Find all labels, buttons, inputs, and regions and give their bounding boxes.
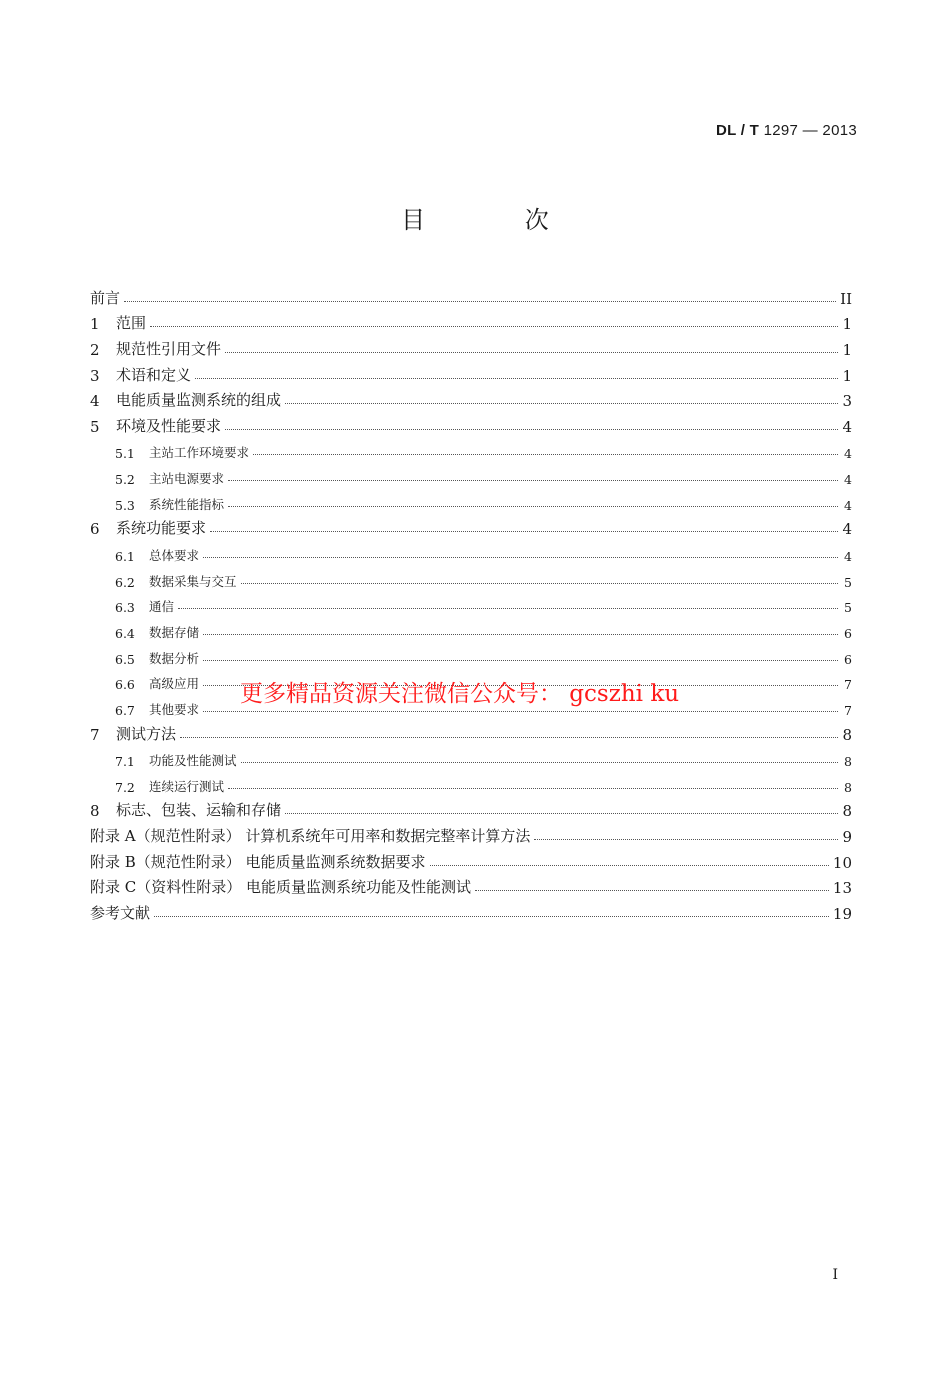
toc-dot-leader bbox=[203, 557, 838, 558]
page-number: I bbox=[832, 1267, 838, 1283]
toc-entry-label: 参考文献 bbox=[90, 904, 151, 923]
watermark-text: 更多精品资源关注微信公众号： gcszhi ku bbox=[240, 681, 680, 707]
toc-entry-number: 6.1 bbox=[115, 549, 135, 565]
toc-entry-label: 数据采集与交互 bbox=[149, 573, 237, 589]
toc-dot-leader bbox=[210, 531, 838, 532]
toc-entry-label: 功能及性能测试 bbox=[149, 753, 237, 769]
toc-entry-label: 环境及性能要求 bbox=[116, 416, 222, 435]
toc-dot-leader bbox=[180, 737, 838, 738]
toc-entry-number: 1 bbox=[90, 315, 100, 334]
toc-entry-page: 4 bbox=[842, 520, 852, 539]
toc-entry-number: 6 bbox=[90, 520, 100, 539]
toc-entry-label: 高级应用 bbox=[149, 676, 200, 692]
toc-dot-leader bbox=[195, 378, 838, 379]
toc-entry-page: 13 bbox=[832, 879, 852, 898]
toc-entry-label: 数据分析 bbox=[149, 650, 200, 666]
toc-entry-page: 4 bbox=[842, 417, 852, 436]
toc-entry-number: 6.4 bbox=[115, 625, 135, 641]
toc-entry-number: 7.1 bbox=[115, 754, 135, 770]
toc-entry[interactable] bbox=[90, 282, 852, 308]
toc-dot-leader bbox=[475, 890, 829, 891]
toc-entry[interactable] bbox=[90, 641, 852, 667]
toc-entry[interactable] bbox=[90, 359, 852, 385]
toc-dot-leader bbox=[241, 583, 838, 584]
toc-entry-number: 3 bbox=[90, 366, 100, 385]
toc-entry[interactable] bbox=[90, 615, 852, 641]
toc-entry-page: 6 bbox=[844, 651, 852, 667]
toc-dot-leader bbox=[203, 634, 838, 635]
toc-entry[interactable] bbox=[90, 846, 852, 872]
toc-entry[interactable] bbox=[90, 461, 852, 487]
toc-entry-label: 测试方法 bbox=[116, 724, 177, 743]
toc-entry-number: 8 bbox=[90, 802, 100, 821]
toc-entry-page: 4 bbox=[844, 446, 852, 462]
toc-entry-page: 7 bbox=[844, 702, 852, 718]
toc-entry[interactable] bbox=[90, 333, 852, 359]
toc-entry[interactable] bbox=[90, 820, 852, 846]
toc-dot-leader bbox=[124, 301, 836, 302]
toc-entry[interactable] bbox=[90, 769, 852, 795]
toc-entry-page: 8 bbox=[842, 802, 852, 821]
toc-dot-leader bbox=[253, 454, 838, 455]
toc-entry[interactable] bbox=[90, 564, 852, 590]
toc-entry-number: 5 bbox=[90, 417, 100, 436]
toc-entry[interactable] bbox=[90, 385, 852, 411]
toc-entry-page: 3 bbox=[842, 392, 852, 411]
toc-entry[interactable] bbox=[90, 436, 852, 462]
toc-entry[interactable] bbox=[90, 513, 852, 539]
toc-dot-leader bbox=[285, 813, 838, 814]
toc-dot-leader bbox=[228, 480, 838, 481]
toc-entry-page: 19 bbox=[832, 905, 852, 924]
toc-entry-label: 规范性引用文件 bbox=[116, 339, 222, 358]
toc-entry-number: 2 bbox=[90, 340, 100, 359]
toc-entry-label: 附录 C（资料性附录） 电能质量监测系统功能及性能测试 bbox=[90, 878, 472, 897]
toc-entry-label: 数据存储 bbox=[149, 624, 200, 640]
toc-dot-leader bbox=[150, 326, 838, 327]
toc-entry-label: 总体要求 bbox=[149, 548, 200, 564]
toc-entry-number: 6.3 bbox=[115, 600, 135, 616]
toc-dot-leader bbox=[285, 403, 838, 404]
toc-entry[interactable] bbox=[90, 590, 852, 616]
toc-entry-label: 附录 B（规范性附录） 电能质量监测系统数据要求 bbox=[90, 852, 426, 871]
toc-dot-leader bbox=[228, 788, 838, 789]
toc-dot-leader bbox=[225, 429, 838, 430]
toc-entry-number: 7.2 bbox=[115, 779, 135, 795]
toc-entry[interactable] bbox=[90, 538, 852, 564]
toc-entry-page: 1 bbox=[842, 366, 852, 385]
toc-entry-label: 主站电源要求 bbox=[149, 471, 225, 487]
toc-entry-label: 其他要求 bbox=[149, 701, 200, 717]
toc-entry-label: 连续运行测试 bbox=[149, 778, 225, 794]
toc-entry-page: II bbox=[840, 289, 852, 308]
toc-entry-number: 5.3 bbox=[115, 497, 135, 513]
toc-entry-page: 4 bbox=[844, 549, 852, 565]
toc-entry-page: 4 bbox=[844, 472, 852, 488]
toc-entry[interactable] bbox=[90, 308, 852, 334]
toc-entry-page: 8 bbox=[844, 754, 852, 770]
toc-entry-page: 1 bbox=[842, 315, 852, 334]
toc-entry-number: 5.2 bbox=[115, 472, 135, 488]
toc-entry-page: 9 bbox=[842, 828, 852, 847]
toc-entry-page: 8 bbox=[844, 779, 852, 795]
toc-entry-label: 通信 bbox=[149, 599, 175, 615]
toc-dot-leader bbox=[430, 865, 829, 866]
toc-dot-leader bbox=[203, 660, 838, 661]
toc-entry-page: 1 bbox=[842, 340, 852, 359]
toc-entry[interactable] bbox=[90, 872, 852, 898]
toc-entry-label: 范围 bbox=[116, 314, 147, 333]
toc-dot-leader bbox=[534, 839, 838, 840]
toc-entry-number: 5.1 bbox=[115, 446, 135, 462]
standard-code-prefix: DL / T bbox=[715, 122, 760, 139]
toc-dot-leader bbox=[228, 506, 838, 507]
toc-entry-label: 附录 A（规范性附录） 计算机系统年可用率和数据完整率计算方法 bbox=[90, 827, 531, 846]
toc-entry-page: 5 bbox=[844, 574, 852, 590]
toc-entry-number: 6.7 bbox=[115, 702, 135, 718]
toc-entry-label: 术语和定义 bbox=[116, 365, 192, 384]
toc-dot-leader bbox=[178, 608, 838, 609]
toc-entry-page: 7 bbox=[844, 677, 852, 693]
toc-entry-page: 5 bbox=[844, 600, 852, 616]
toc-entry[interactable] bbox=[90, 487, 852, 513]
toc-entry[interactable] bbox=[90, 897, 852, 923]
standard-code-suffix: 1297 — 2013 bbox=[763, 122, 857, 139]
standard-code bbox=[716, 122, 857, 139]
toc-entry-label: 标志、包装、运输和存储 bbox=[116, 801, 282, 820]
toc-entry-page: 8 bbox=[842, 725, 852, 744]
toc-entry-number: 6.2 bbox=[115, 574, 135, 590]
toc-entry-number: 4 bbox=[90, 392, 100, 411]
toc-dot-leader bbox=[203, 711, 838, 712]
toc-entry-page: 6 bbox=[844, 625, 852, 641]
toc-entry-label: 系统性能指标 bbox=[149, 496, 225, 512]
toc-entry[interactable] bbox=[90, 744, 852, 770]
toc-entry-number: 6.5 bbox=[115, 651, 135, 667]
toc-entry-label: 电能质量监测系统的组成 bbox=[116, 391, 282, 410]
page-title: 目 次 bbox=[401, 206, 595, 234]
toc-entry[interactable] bbox=[90, 718, 852, 744]
toc-entry-label: 系统功能要求 bbox=[116, 519, 207, 538]
toc-entry-label: 主站工作环境要求 bbox=[149, 445, 250, 461]
toc-dot-leader bbox=[154, 916, 829, 917]
table-of-contents bbox=[90, 282, 852, 923]
toc-entry-number: 7 bbox=[90, 725, 100, 744]
toc-dot-leader bbox=[241, 762, 838, 763]
toc-entry-number: 6.6 bbox=[115, 677, 135, 693]
toc-dot-leader bbox=[225, 352, 838, 353]
toc-entry-label: 前言 bbox=[90, 288, 121, 307]
toc-entry[interactable] bbox=[90, 795, 852, 821]
toc-entry-page: 4 bbox=[844, 497, 852, 513]
toc-entry-page: 10 bbox=[832, 853, 852, 872]
toc-entry[interactable] bbox=[90, 410, 852, 436]
